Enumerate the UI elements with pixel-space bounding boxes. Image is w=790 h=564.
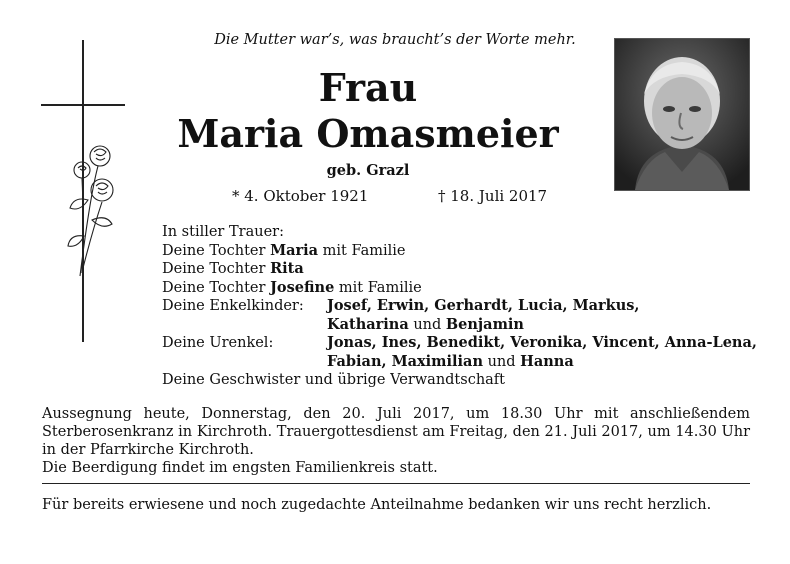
- mourner-siblings: Deine Geschwister und übrige Verwandtschaft: [162, 372, 506, 388]
- mourner-daughter-maria: Deine Tochter Maria mit Familie: [162, 241, 406, 259]
- mourners-list: [162, 223, 762, 390]
- roses-icon: [58, 140, 124, 280]
- portrait-photo: [614, 38, 750, 191]
- divider: [42, 483, 750, 484]
- title-frau: Frau: [318, 65, 418, 110]
- maiden-name: geb. Grazl: [326, 162, 410, 179]
- mourner-grandchildren-cont: Katharina und Benjamin: [327, 315, 524, 333]
- funeral-text: Aussegnung heute, Donnerstag, den 20. Juli 2017, um 18.30 Uhr mit anschließendem Sterberosenkranz in Kirchroth. Trauergottesdienst am Freitag, den 21. Juli 2017, um 14.30 Uhr in der Pfarrkirche Kirchroth.: [42, 406, 750, 458]
- death-date: † 18. Juli 2017: [438, 187, 548, 205]
- mourner-great-grandchildren-cont: Fabian, Maximilian und Hanna: [327, 352, 574, 370]
- mourner-daughter-rita: Deine Tochter Rita: [162, 260, 304, 277]
- mourner-daughter-josefine: Deine Tochter Josefine mit Familie: [162, 278, 422, 296]
- mourner-grandchildren: Deine Enkelkinder: Josef, Erwin, Gerhardt, Lucia, Markus,: [162, 297, 640, 314]
- deceased-name: Maria Omasmeier: [177, 111, 559, 156]
- motto: Die Mutter war’s, was braucht’s der Worte mehr.: [214, 32, 576, 48]
- thanks-text: Für bereits erwiesene und noch zugedachte Anteilnahme bedanken wir uns recht herzlich.: [42, 497, 712, 513]
- funeral-private-note: Die Beerdigung findet im engsten Familienkreis statt.: [42, 460, 438, 476]
- birth-date: * 4. Oktober 1921: [232, 187, 369, 205]
- funeral-info: [42, 405, 750, 477]
- mourners-intro: In stiller Trauer:: [162, 224, 284, 240]
- mourner-great-grandchildren: Deine Urenkel: Jonas, Ines, Benedikt, Veronika, Vincent, Anna-Lena,: [162, 334, 757, 351]
- cross-bar: [41, 104, 125, 106]
